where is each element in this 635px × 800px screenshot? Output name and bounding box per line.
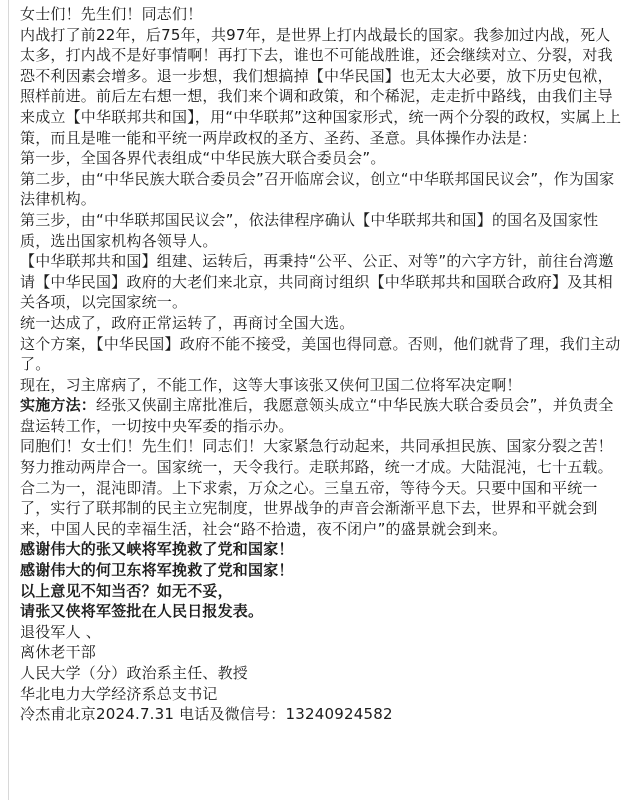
signature-renmin: 人民大学（分）政治系主任、教授 [20,664,249,682]
step-one: 第一步，全国各界代表组成“中华民族大联合委员会”。 [20,149,386,168]
paragraph-federation: 【中华联邦共和国】组建、运转后，再秉持“公平、公正、对等”的六字方针，前往台湾邀请【中华民国】政府的大老们来北京，共同商讨组织【中华联邦共和国联合政府】及其相关各项，以完国家统一。 [20,252,614,312]
paragraph-method [20,395,625,436]
salutation: 女士们！先生们！同志们！ [20,5,203,23]
paragraph-compatriots: 同胞们！女士们！先生们！同志们！大家紧急行动起来，共同承担民族、国家分裂之苦！努力推动两岸合一。国家统一，天令我行。走联邦路，统一才成。大陆混沌，七十五载。合二为一，混沌即清。上下求索，万众之心。三皇五帝，等待今天。只要中国和平统一了，实行了联邦制的民主立宪制度，世界战争的声音会渐渐平息下去，世界和平就会到来，中国人民的幸福生活，社会“路不拾遗，夜不闭户”的盛景就会到来。 [20,437,613,538]
step-two: 第二步，由“中华民族大联合委员会”召开临席会议，创立“中华联邦国民议会”，作为国家法律机构。 [20,169,615,209]
question-line: 以上意见不知当否？如无不妥， [20,581,233,600]
method-label: 实施方法： [20,396,97,415]
paragraph-civil-war: 内战打了前22年，后75年，共97年，是世界上打内战最长的国家。我参加过内战，死人太多，打内战不是好事情啊！再打下去，谁也不可能战胜谁，还会继续对立、分裂，对我恐不利因素会增多。退一步想，我们想搞掉【中华民国】也无太大必要，放下历史包袱，照样前进。前后左右想一想，我们来个调和政策，和个稀泥，走走折中路线，由我们主导来成立【中华联邦共和国】，用“中华联邦”这种国家形式，统一两个分裂的政权，实属上上策，而且是唯一能和平统一两岸政权的圣方、圣药、圣意。具体操作办法是： [20,25,622,147]
left-border-line [8,0,9,800]
paragraph-election: 统一达成了，政府正常运转了，再商讨全国大选。 [20,313,355,332]
request-line: 请张又侠将军签批在人民日报发表。 [20,602,264,621]
signature-contact: 冷杰甫北京2024.7.31 电话及微信号：13240924582 [20,705,393,724]
step-three: 第三步，由“中华联邦国民议会”，依法律程序确认【中华联邦共和国】的国名及国家性质，选出国家机构各领导人。 [20,210,599,250]
signature-veteran: 退役军人 、 [20,622,101,641]
paragraph-plan: 这个方案，【中华民国】政府不能不接受，美国也得同意。否则，他们就背了理，我们主动了。 [20,334,621,374]
signature-ncepu: 华北电力大学经济系总支书记 [20,684,218,703]
signature-retired: 离休老干部 [20,643,97,662]
thanks-line-2: 感谢伟大的何卫东将军挽救了党和国家！ [20,561,294,580]
paragraph-now: 现在，习主席病了，不能工作，这等大事该张又侠何卫国二位将军决定啊！ [20,375,522,394]
method-text: 经张又侠副主席批准后，我愿意领头成立“中华民族大联合委员会”，并负责全盘运转工作，一切按中央军委的指示办。 [20,396,614,435]
thanks-line-1: 感谢伟大的张又峡将军挽救了党和国家！ [20,540,294,559]
